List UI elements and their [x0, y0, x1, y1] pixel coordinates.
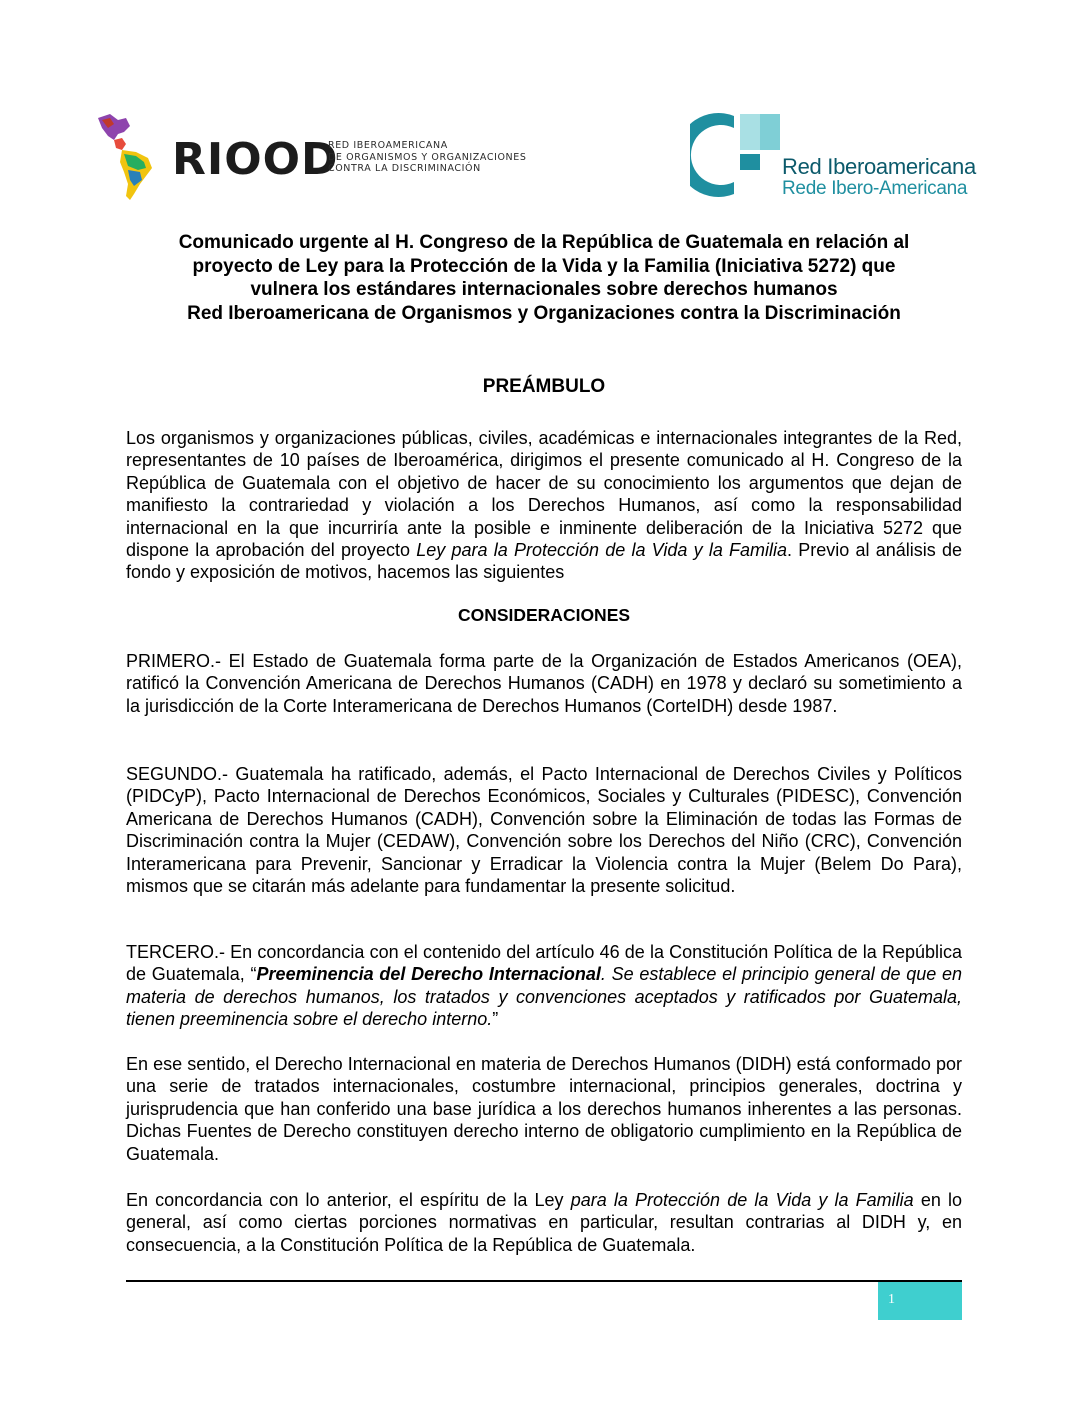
tercero-quote-close: ”: [492, 1009, 499, 1030]
red-iberoamericana-logo: [690, 108, 976, 199]
page-number: 1: [888, 1292, 895, 1307]
riood-subtitle: [328, 140, 527, 175]
didh-paragraph: En ese sentido, el Derecho Internacional en materia de Derechos Humanos (DIDH) está conformado por una serie de tratados internacionales, costumbre internacional, principios generales, doctrina y jurisprudencia que han conferido una base jurídica a los derechos humanos inherentes a las personas. Dichas Fuentes de Derecho constituyen derecho interno de obligatorio cumplimiento en la República de Guatemala.: [126, 1054, 962, 1164]
footer-rule: [126, 1280, 962, 1282]
concordancia-text-end: en lo general, así como ciertas porciones normativas en particular, resultan contrarias al DIDH y, en consecuencia, a la Constitución Política de la República de Guatemala.: [126, 1190, 962, 1255]
preambulo-law-name: Ley para la Protección de la Vida y la Familia: [416, 540, 788, 561]
tercero-quote-title: Preeminencia del Derecho Internacional: [256, 964, 601, 985]
tercero-quote: . Se establece el principio general de que en materia de derechos humanos, los tratados y convenciones aceptados y ratificados por Guatemala, tienen preeminencia sobre el derecho interno.: [126, 964, 962, 1030]
tercero-text: TERCERO.- En concordancia con el contenido del artículo 46 de la Constitución Política de la República de Guatemala, “: [126, 942, 962, 985]
title-line: vulnera los estándares internacionales sobre derechos humanos: [250, 279, 838, 300]
preambulo-text-end: . Previo al análisis de fondo y exposición de motivos, hacemos las siguientes: [126, 540, 962, 583]
riood-subtitle-line: CONTRA LA DISCRIMINACIÓN: [328, 163, 481, 174]
title-line: proyecto de Ley para la Protección de la Vida y la Familia (Iniciativa 5272) que: [192, 255, 896, 277]
consideraciones-heading: CONSIDERACIONES: [457, 605, 631, 625]
preambulo-paragraph: [126, 427, 962, 584]
title-line: Comunicado urgente al H. Congreso de la República de Guatemala en relación al: [178, 232, 910, 253]
preambulo-heading: PREÁMBULO: [482, 376, 606, 397]
riood-logo: [96, 110, 536, 202]
document-title: [126, 231, 962, 325]
americas-map-icon: [96, 110, 168, 202]
red-name-spanish: Red Iberoamericana: [782, 154, 976, 179]
title-line: Red Iberoamericana de Organismos y Organizaciones contra la Discriminación: [187, 302, 901, 324]
riood-wordmark: RIOOD: [172, 134, 339, 185]
tercero-paragraph: [126, 941, 962, 1031]
segundo-paragraph: SEGUNDO.- Guatemala ha ratificado, además, el Pacto Internacional de Derechos Civiles y Políticos (PIDCyP), Pacto Internacional de Derechos Económicos, Sociales y Culturales (PIDESC), Convención Americana de Derechos Humanos (CADH), Convención sobre la Eliminación de todas las Formas de Discriminación contra la Mujer (CEDAW), Convención sobre los Derechos del Niño (CRC), Convención Interamericana para Prevenir, Sancionar y Erradicar la Violencia contra la Mujer (Belem Do Para), mismos que se citarán más adelante para fundamentar la presente solicitud.: [126, 764, 962, 897]
preambulo-text: Los organismos y organizaciones públicas, civiles, académicas e internacionales integrantes de la Red, representantes de 10 países de Iberoamérica, dirigimos el presente comunicado al H. Congreso de la República de Guatemala con el objetivo de hacer de su conocimiento los argumentos que dejan de manifiesto la contrariedad y violación a los Derechos Humanos, así como la responsabilidad internacional en la que incurriría ante la posible e inminente deliberación de la Iniciativa 5272 que dispone la aprobación del proyecto: [126, 428, 962, 561]
riood-subtitle-line: RED IBEROAMERICANA: [328, 140, 448, 151]
concordancia-text: En concordancia con lo anterior, el espíritu de la Ley: [126, 1190, 571, 1210]
primero-paragraph: PRIMERO.- El Estado de Guatemala forma parte de la Organización de Estados Americanos (OEA), ratificó la Convención Americana de Derechos Humanos (CADH) en 1978 y declaró su sometimiento a la jurisdicción de la Corte Interamericana de Derechos Humanos (CorteIDH) desde 1987.: [126, 651, 962, 716]
red-name-portuguese: Rede Ibero-Americana: [782, 178, 968, 199]
concordancia-paragraph: [126, 1189, 962, 1256]
page-number-box: [878, 1282, 962, 1320]
riood-subtitle-line: DE ORGANISMOS Y ORGANIZACIONES: [328, 151, 527, 163]
concordancia-law-name: para la Protección de la Vida y la Familia: [570, 1190, 914, 1210]
